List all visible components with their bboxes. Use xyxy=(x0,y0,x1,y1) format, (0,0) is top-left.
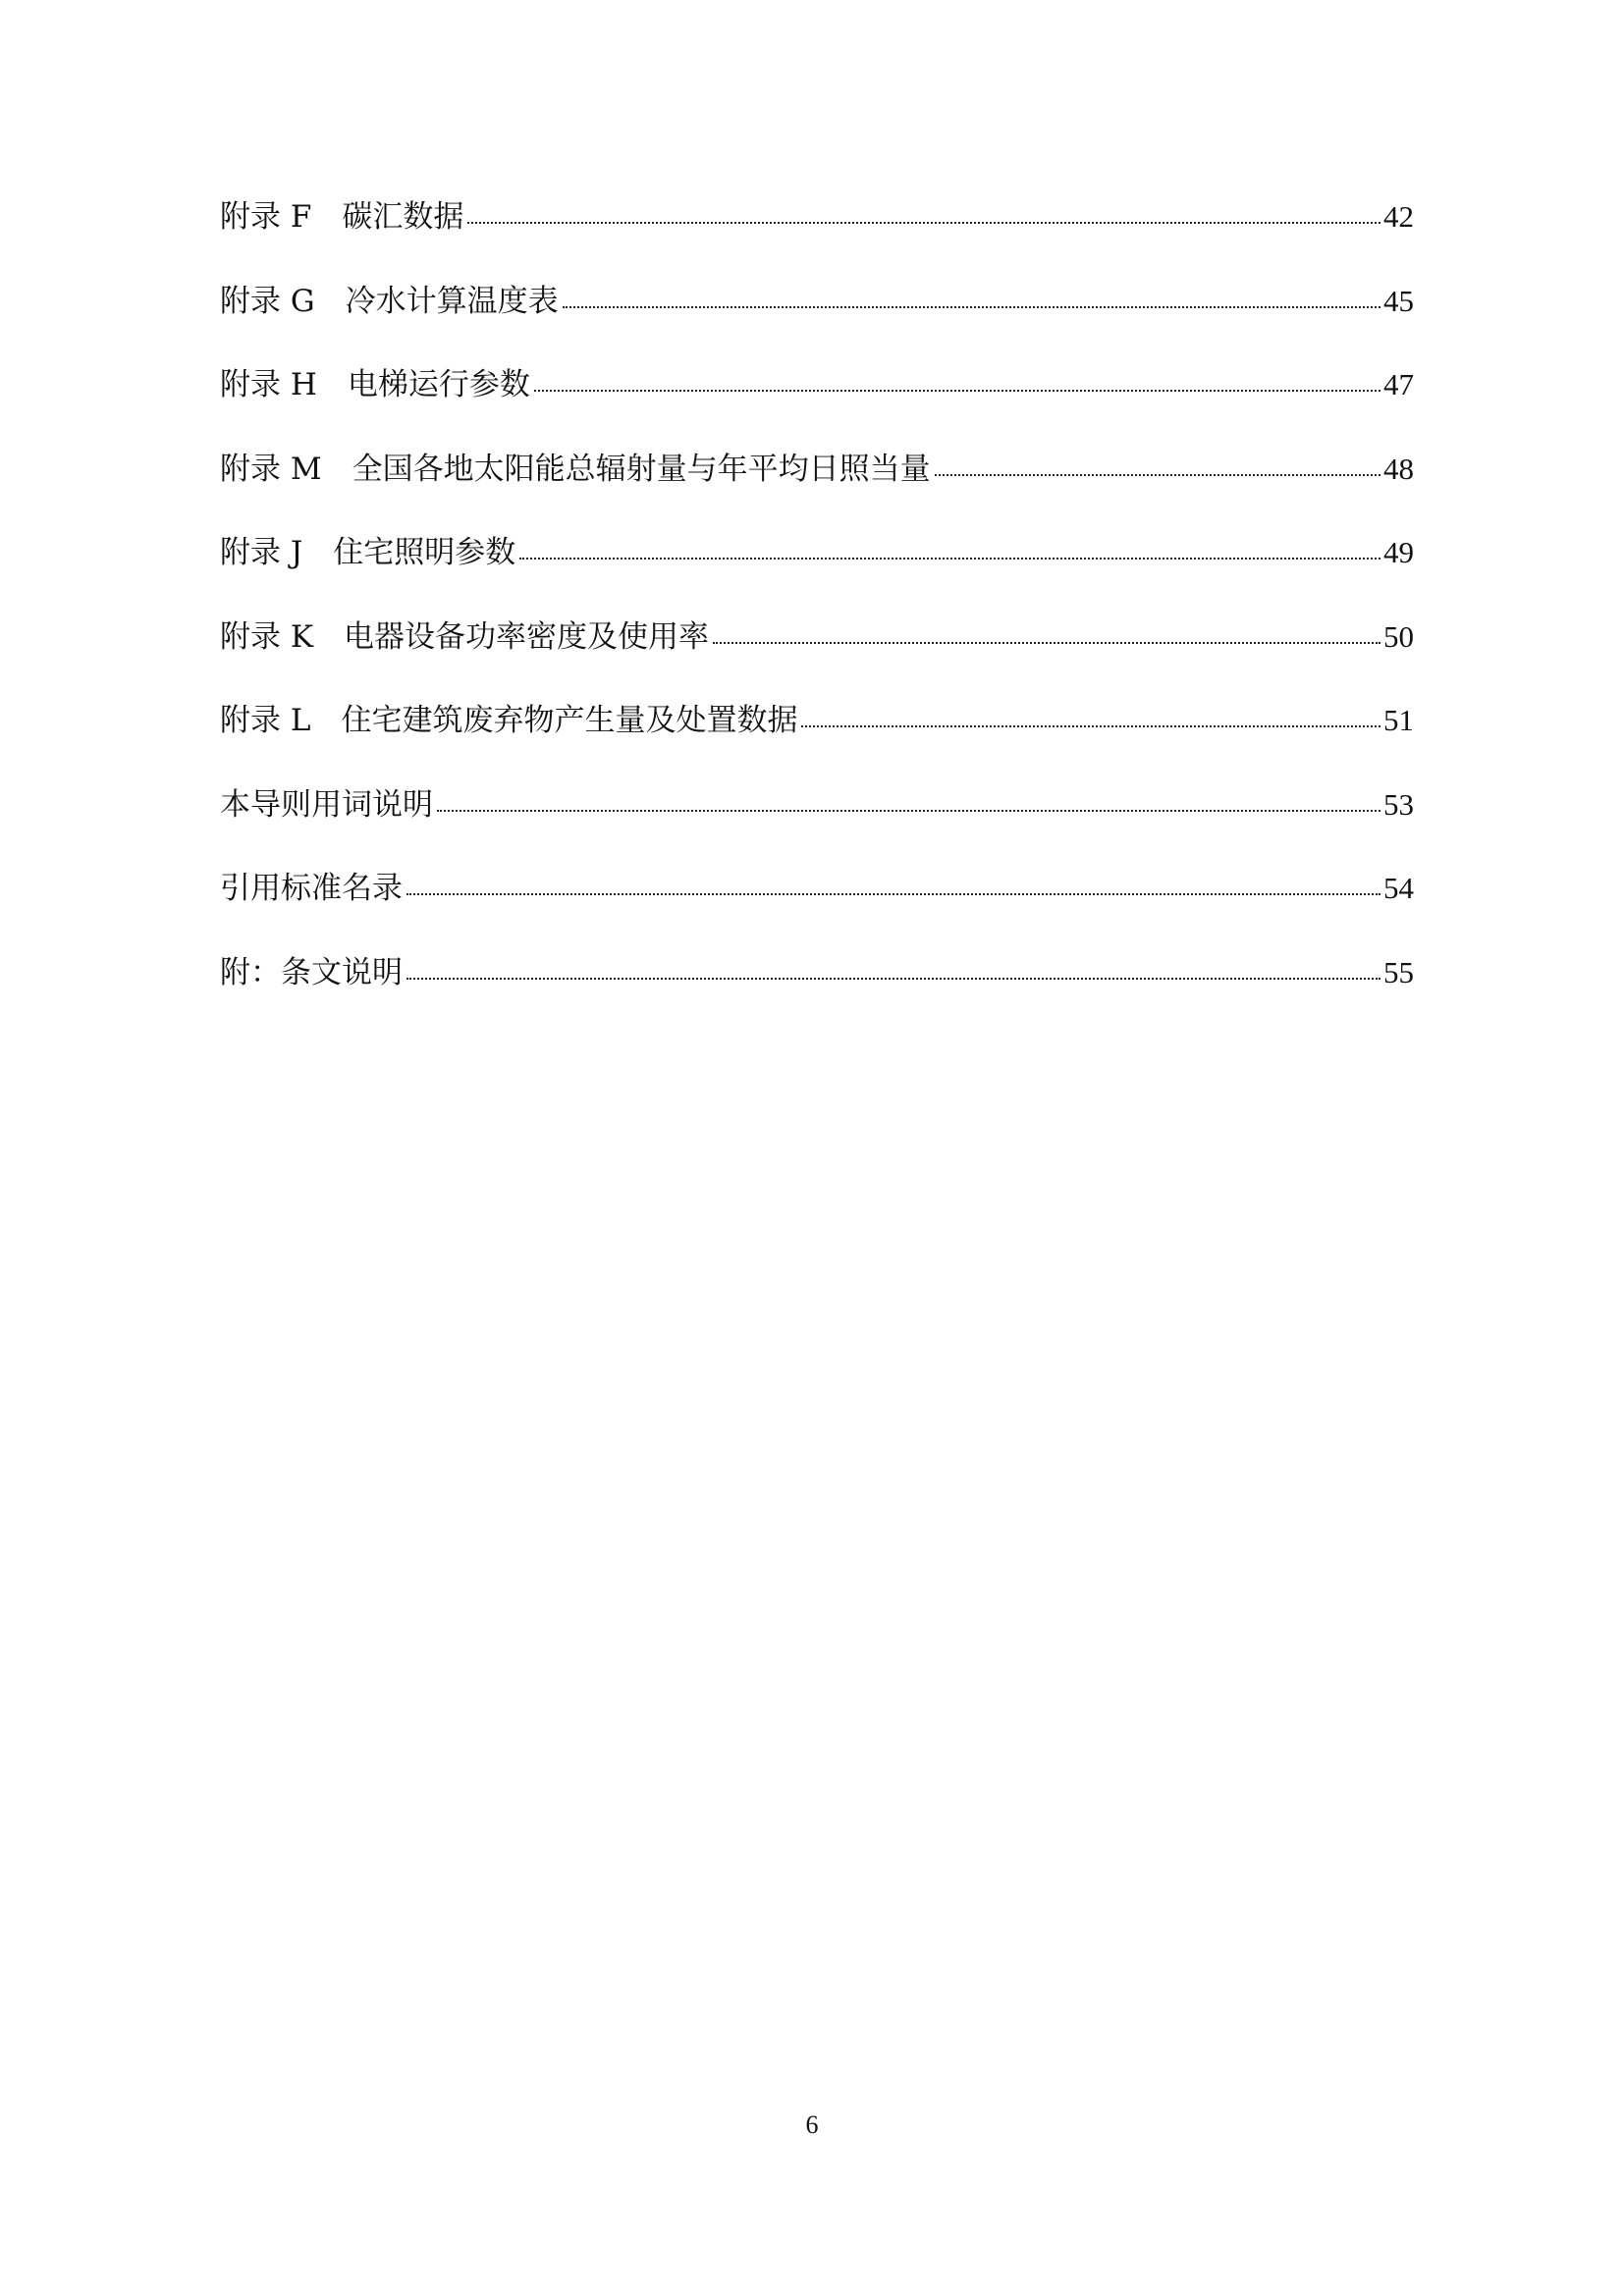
toc-dot-leader xyxy=(563,306,1380,308)
toc-dot-leader xyxy=(801,725,1380,727)
page-number: 6 xyxy=(805,2110,819,2139)
toc-entry-title: 附录 M 全国各地太阳能总辐射量与年平均日照当量 xyxy=(220,451,931,487)
toc-dot-leader xyxy=(534,390,1380,392)
toc-entry-title: 本导则用词说明 xyxy=(220,786,433,823)
toc-dot-leader xyxy=(935,474,1380,476)
toc-entry-appendix-m[interactable] xyxy=(220,451,1414,538)
toc-entry-appendix-j[interactable] xyxy=(220,537,1414,621)
toc-entry-page-number: 55 xyxy=(1383,954,1414,989)
toc-entry-cited-standards[interactable] xyxy=(220,873,1414,957)
toc-entry-appendix-h[interactable] xyxy=(220,369,1414,454)
toc-dot-leader xyxy=(406,978,1380,980)
toc-entry-page-number: 42 xyxy=(1383,199,1414,234)
toc-dot-leader xyxy=(467,222,1380,224)
toc-entry-page-number: 49 xyxy=(1383,535,1414,569)
toc-entry-appendix-l[interactable] xyxy=(220,705,1414,789)
toc-entry-terminology[interactable] xyxy=(220,786,1414,874)
toc-entry-page-number: 51 xyxy=(1383,703,1414,737)
toc-entry-clause-explanation[interactable] xyxy=(220,954,1414,1041)
toc-entry-title: 附录 G 冷水计算温度表 xyxy=(220,283,559,319)
toc-entry-title: 引用标准名录 xyxy=(220,871,403,906)
toc-entry-title: 附录 F 碳汇数据 xyxy=(220,199,464,235)
toc-entry-appendix-g[interactable] xyxy=(220,283,1414,370)
toc-entry-title: 附录 K 电器设备功率密度及使用率 xyxy=(220,618,710,655)
toc-dot-leader xyxy=(406,893,1380,895)
toc-entry-title: 附：条文说明 xyxy=(220,954,403,990)
toc-entry-page-number: 45 xyxy=(1383,283,1414,318)
toc-entry-page-number: 48 xyxy=(1383,451,1414,486)
toc-entry-page-number: 53 xyxy=(1383,786,1414,822)
toc-entry-page-number: 54 xyxy=(1383,871,1414,905)
toc-entry-appendix-f[interactable] xyxy=(220,201,1414,286)
toc-dot-leader xyxy=(713,642,1380,644)
toc-entry-appendix-k[interactable] xyxy=(220,618,1414,706)
toc-entry-title: 附录 L 住宅建筑废弃物产生量及处置数据 xyxy=(220,703,798,738)
toc-dot-leader xyxy=(519,558,1380,560)
toc-entry-title: 附录 J 住宅照明参数 xyxy=(220,535,516,570)
table-of-contents xyxy=(220,201,1414,1041)
toc-dot-leader xyxy=(437,810,1380,812)
toc-entry-page-number: 47 xyxy=(1383,367,1414,401)
toc-entry-title: 附录 H 电梯运行参数 xyxy=(220,367,530,402)
toc-entry-page-number: 50 xyxy=(1383,618,1414,654)
